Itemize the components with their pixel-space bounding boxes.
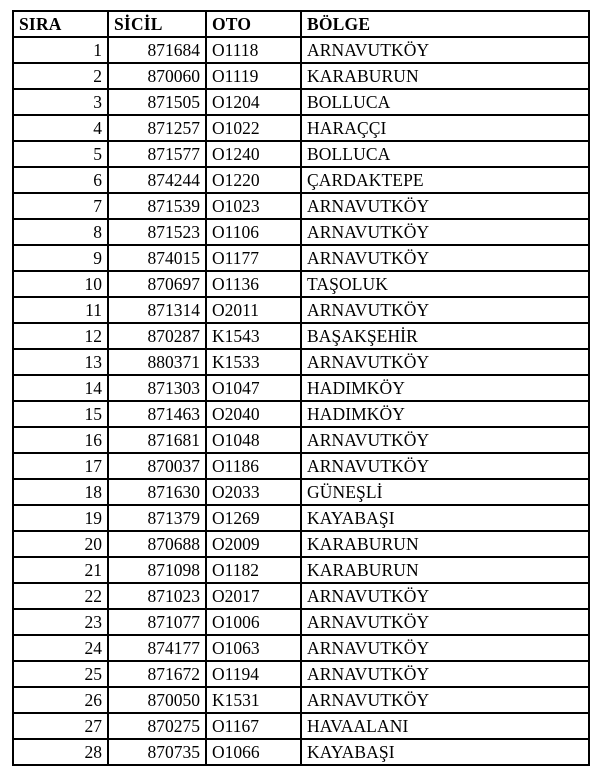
table-row [13, 245, 589, 271]
cell-sira: 11 [13, 297, 108, 323]
cell-sicil: 871505 [108, 89, 206, 115]
cell-bolge: ARNAVUTKÖY [301, 687, 589, 713]
table-row [13, 687, 589, 713]
cell-sicil: 871681 [108, 427, 206, 453]
cell-sira: 4 [13, 115, 108, 141]
cell-sicil: 874177 [108, 635, 206, 661]
cell-sicil: 871577 [108, 141, 206, 167]
cell-sira: 23 [13, 609, 108, 635]
cell-sira: 10 [13, 271, 108, 297]
table-row [13, 609, 589, 635]
cell-bolge: TAŞOLUK [301, 271, 589, 297]
cell-sicil: 870275 [108, 713, 206, 739]
assignment-table [12, 10, 590, 766]
cell-bolge: ARNAVUTKÖY [301, 583, 589, 609]
table-row [13, 63, 589, 89]
cell-sicil: 870060 [108, 63, 206, 89]
cell-sira: 28 [13, 739, 108, 765]
cell-sira: 3 [13, 89, 108, 115]
cell-bolge: BAŞAKŞEHİR [301, 323, 589, 349]
cell-sicil: 874244 [108, 167, 206, 193]
cell-sicil: 870688 [108, 531, 206, 557]
cell-sira: 14 [13, 375, 108, 401]
cell-bolge: ARNAVUTKÖY [301, 453, 589, 479]
table-row [13, 739, 589, 765]
table-row [13, 219, 589, 245]
table-row [13, 349, 589, 375]
table-row [13, 557, 589, 583]
cell-bolge: HADIMKÖY [301, 375, 589, 401]
table-row [13, 193, 589, 219]
cell-sira: 9 [13, 245, 108, 271]
table-row [13, 323, 589, 349]
cell-bolge: ARNAVUTKÖY [301, 349, 589, 375]
cell-sira: 24 [13, 635, 108, 661]
cell-oto: O1022 [206, 115, 301, 141]
cell-sicil: 880371 [108, 349, 206, 375]
table-row [13, 427, 589, 453]
table-row [13, 635, 589, 661]
cell-bolge: GÜNEŞLİ [301, 479, 589, 505]
cell-oto: O2011 [206, 297, 301, 323]
cell-oto: O2017 [206, 583, 301, 609]
table-row [13, 375, 589, 401]
cell-sicil: 871684 [108, 37, 206, 63]
cell-oto: O1006 [206, 609, 301, 635]
table-row [13, 479, 589, 505]
cell-oto: O1118 [206, 37, 301, 63]
cell-sira: 17 [13, 453, 108, 479]
table-row [13, 37, 589, 63]
cell-sicil: 871523 [108, 219, 206, 245]
cell-oto: O1023 [206, 193, 301, 219]
table-row [13, 401, 589, 427]
cell-oto: O2009 [206, 531, 301, 557]
cell-oto: K1543 [206, 323, 301, 349]
cell-sicil: 871098 [108, 557, 206, 583]
cell-sicil: 871314 [108, 297, 206, 323]
table-row [13, 531, 589, 557]
cell-oto: O1106 [206, 219, 301, 245]
cell-sicil: 870735 [108, 739, 206, 765]
table-row [13, 661, 589, 687]
cell-sicil: 871539 [108, 193, 206, 219]
cell-sira: 5 [13, 141, 108, 167]
cell-sira: 2 [13, 63, 108, 89]
table-header [13, 11, 589, 37]
cell-bolge: KARABURUN [301, 557, 589, 583]
cell-sira: 16 [13, 427, 108, 453]
table-row [13, 167, 589, 193]
cell-bolge: ARNAVUTKÖY [301, 635, 589, 661]
cell-oto: O2040 [206, 401, 301, 427]
cell-sira: 7 [13, 193, 108, 219]
cell-oto: O1047 [206, 375, 301, 401]
cell-bolge: HAVAALANI [301, 713, 589, 739]
cell-sicil: 871303 [108, 375, 206, 401]
cell-bolge: ARNAVUTKÖY [301, 193, 589, 219]
cell-sicil: 870037 [108, 453, 206, 479]
table-row [13, 89, 589, 115]
cell-bolge: BOLLUCA [301, 89, 589, 115]
table-row [13, 297, 589, 323]
cell-sicil: 871379 [108, 505, 206, 531]
cell-oto: O1063 [206, 635, 301, 661]
cell-bolge: KARABURUN [301, 531, 589, 557]
cell-sira: 26 [13, 687, 108, 713]
table-row [13, 583, 589, 609]
cell-oto: O1048 [206, 427, 301, 453]
cell-bolge: ARNAVUTKÖY [301, 219, 589, 245]
cell-bolge: HADIMKÖY [301, 401, 589, 427]
cell-oto: O1177 [206, 245, 301, 271]
cell-bolge: KARABURUN [301, 63, 589, 89]
cell-sira: 6 [13, 167, 108, 193]
cell-bolge: ARNAVUTKÖY [301, 245, 589, 271]
cell-sira: 13 [13, 349, 108, 375]
cell-sira: 1 [13, 37, 108, 63]
cell-sicil: 870050 [108, 687, 206, 713]
cell-sira: 12 [13, 323, 108, 349]
table-body [13, 37, 589, 765]
cell-sira: 20 [13, 531, 108, 557]
table-row [13, 453, 589, 479]
cell-sicil: 871463 [108, 401, 206, 427]
cell-oto: O1136 [206, 271, 301, 297]
table-row [13, 271, 589, 297]
column-header-sira: SIRA [13, 11, 108, 37]
cell-oto: O1167 [206, 713, 301, 739]
cell-sira: 18 [13, 479, 108, 505]
cell-oto: K1531 [206, 687, 301, 713]
table-header-row [13, 11, 589, 37]
cell-oto: O1186 [206, 453, 301, 479]
cell-oto: O2033 [206, 479, 301, 505]
cell-oto: O1240 [206, 141, 301, 167]
cell-oto: O1220 [206, 167, 301, 193]
cell-oto: O1182 [206, 557, 301, 583]
cell-oto: O1204 [206, 89, 301, 115]
cell-bolge: ÇARDAKTEPE [301, 167, 589, 193]
column-header-oto: OTO [206, 11, 301, 37]
column-header-sicil: SİCİL [108, 11, 206, 37]
cell-sicil: 871672 [108, 661, 206, 687]
cell-bolge: ARNAVUTKÖY [301, 609, 589, 635]
cell-sicil: 870697 [108, 271, 206, 297]
cell-bolge: ARNAVUTKÖY [301, 37, 589, 63]
cell-sicil: 870287 [108, 323, 206, 349]
cell-sira: 22 [13, 583, 108, 609]
cell-bolge: HARAÇÇI [301, 115, 589, 141]
cell-oto: O1269 [206, 505, 301, 531]
cell-sicil: 871257 [108, 115, 206, 141]
table-row [13, 141, 589, 167]
cell-bolge: KAYABAŞI [301, 505, 589, 531]
table-row [13, 115, 589, 141]
cell-sira: 15 [13, 401, 108, 427]
cell-bolge: KAYABAŞI [301, 739, 589, 765]
cell-sira: 25 [13, 661, 108, 687]
table-row [13, 505, 589, 531]
cell-oto: O1194 [206, 661, 301, 687]
table-row [13, 713, 589, 739]
cell-sira: 19 [13, 505, 108, 531]
cell-oto: O1119 [206, 63, 301, 89]
cell-sira: 27 [13, 713, 108, 739]
cell-oto: K1533 [206, 349, 301, 375]
column-header-bolge: BÖLGE [301, 11, 589, 37]
cell-sira: 21 [13, 557, 108, 583]
cell-sicil: 871077 [108, 609, 206, 635]
cell-sicil: 871023 [108, 583, 206, 609]
cell-sicil: 874015 [108, 245, 206, 271]
cell-sira: 8 [13, 219, 108, 245]
cell-bolge: ARNAVUTKÖY [301, 661, 589, 687]
cell-bolge: ARNAVUTKÖY [301, 427, 589, 453]
cell-bolge: ARNAVUTKÖY [301, 297, 589, 323]
cell-bolge: BOLLUCA [301, 141, 589, 167]
cell-oto: O1066 [206, 739, 301, 765]
cell-sicil: 871630 [108, 479, 206, 505]
